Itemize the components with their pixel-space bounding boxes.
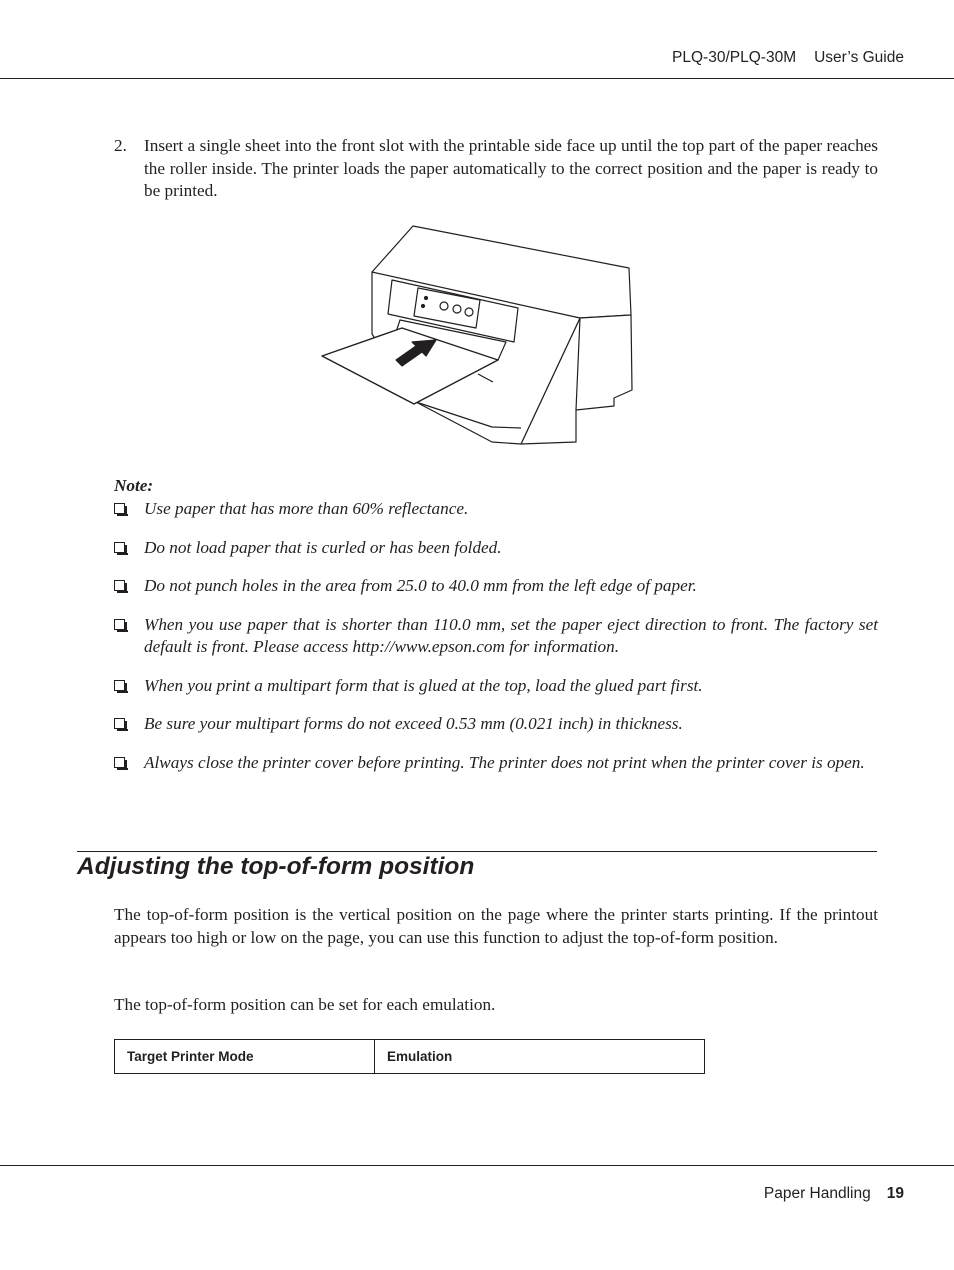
section-rule	[77, 851, 877, 852]
header-rule	[0, 78, 954, 79]
step-text: Insert a single sheet into the front slot with the printable side face up until the top part of the paper reaches the roller inside. The printer loads the paper automatically to the correct position and the paper is ready to be printed.	[144, 136, 878, 200]
note-item: Do not punch holes in the area from 25.0 to 40.0 mm from the left edge of paper.	[114, 575, 878, 598]
note-title: Note:	[114, 476, 154, 495]
header-product: PLQ-30/PLQ-30M	[672, 49, 797, 66]
checkbox-bullet-icon	[114, 718, 125, 729]
note-item: Always close the printer cover before printing. The printer does not print when the printer cover is open.	[114, 752, 878, 775]
step-number: 2.	[114, 136, 127, 155]
note-item: Be sure your multipart forms do not exceed 0.53 mm (0.021 inch) in thickness.	[114, 713, 878, 736]
table-header-cell: Emulation	[375, 1040, 705, 1074]
note-item: Do not load paper that is curled or has been folded.	[114, 537, 878, 560]
printer-illustration	[318, 222, 636, 448]
running-footer	[764, 1185, 904, 1203]
section-paragraph: The top-of-form position is the vertical position on the page where the printer starts printing. If the printout appears too high or low on the page, you can use this function to adjust the top-of-form position.	[114, 905, 878, 947]
note-item: When you print a multipart form that is glued at the top, load the glued part first.	[114, 675, 878, 698]
checkbox-bullet-icon	[114, 580, 125, 591]
note-item: When you use paper that is shorter than 110.0 mm, set the paper eject direction to front. The factory set default is front. Please access http://www.epson.com for information.	[114, 614, 878, 659]
note-item: Use paper that has more than 60% reflectance.	[114, 498, 878, 521]
footer-rule	[0, 1165, 954, 1166]
checkbox-bullet-icon	[114, 619, 125, 630]
table-header-row	[115, 1040, 705, 1074]
note-list	[114, 498, 878, 790]
running-header	[672, 49, 904, 67]
checkbox-bullet-icon	[114, 542, 125, 553]
checkbox-bullet-icon	[114, 757, 125, 768]
checkbox-bullet-icon	[114, 503, 125, 514]
page-number: 19	[886, 1185, 904, 1202]
step-2	[114, 135, 878, 203]
footer-section: Paper Handling	[763, 1185, 871, 1202]
section-heading: Adjusting the top-of-form position	[77, 853, 475, 880]
header-guide: User’s Guide	[814, 49, 904, 66]
section-paragraph-2: The top-of-form position can be set for each emulation.	[114, 995, 496, 1014]
emulation-table	[114, 1039, 705, 1074]
table-header-cell: Target Printer Mode	[115, 1040, 375, 1074]
checkbox-bullet-icon	[114, 680, 125, 691]
